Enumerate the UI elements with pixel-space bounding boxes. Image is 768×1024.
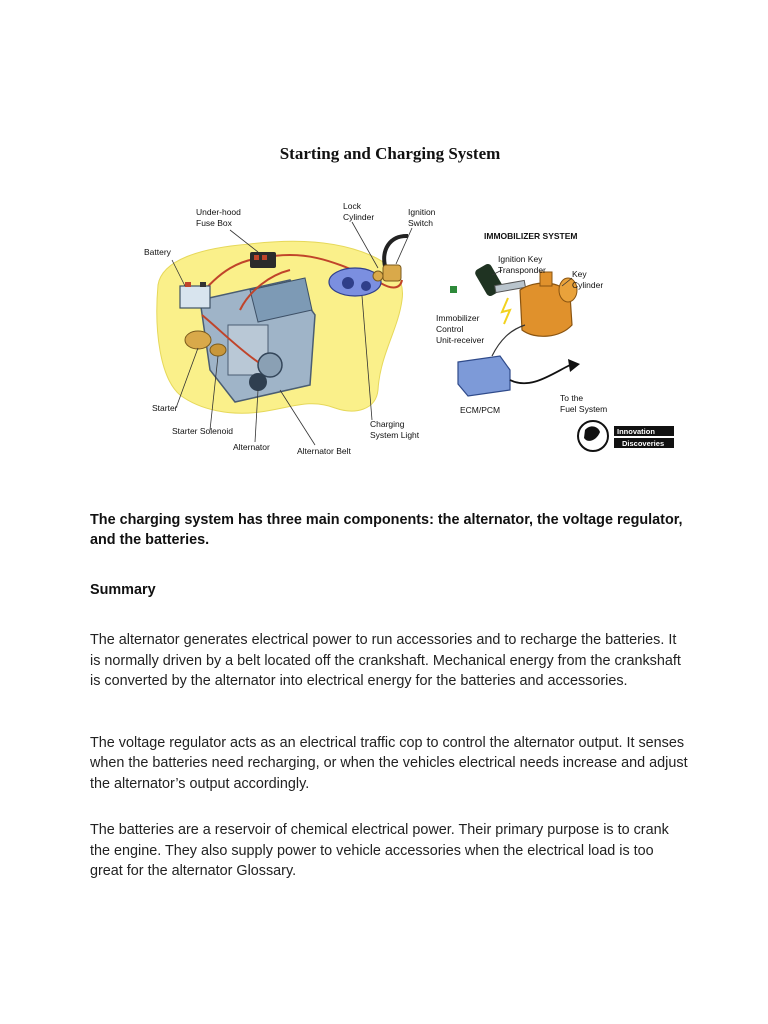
dashboard-cluster-icon [329, 268, 381, 296]
svg-text:Innovation: Innovation [617, 427, 655, 436]
paragraph-voltage-regulator: The voltage regulator acts as an electrical traffic cop to control the alternator output. It senses when the batteries need recharging, or when the vehicles electrical needs increase and adjust the alternator’s output accordingly. [90, 734, 688, 792]
label-unit-receiver: Unit-receiver [436, 335, 485, 345]
ecm-pcm-icon [458, 356, 510, 396]
label-immobilizer: Immobilizer [436, 313, 480, 323]
fuel-system-arrow [510, 365, 570, 383]
diagram-title: Starting and Charging System [279, 144, 501, 163]
label-switch: Switch [408, 218, 434, 228]
label-fuse-box: Fuse Box [196, 218, 232, 228]
label-ignition: Ignition [408, 207, 436, 217]
label-system-light: System Light [370, 430, 420, 440]
paragraph-alternator: The alternator generates electrical power to run accessories and to recharge the batteries. It is normally driven by a belt located off the crankshaft. Mechanical energy from the crankshaft is converted by the alternator into electrical energy for the batteries and accessories. [90, 632, 681, 689]
key-cylinder-icon [520, 272, 577, 336]
summary-heading: Summary [90, 582, 156, 598]
label-alternator-belt: Alternator Belt [297, 446, 351, 456]
lead-statement: The charging system has three main components: the alternator, the voltage regulator, and the batteries. [90, 512, 683, 548]
label-lock-cylinder: Cylinder [343, 212, 375, 222]
ignition-switch-icon [373, 236, 408, 281]
label-charging: Charging [370, 419, 405, 429]
ecm-wire [492, 325, 525, 356]
label-under-hood: Under-hood [196, 207, 241, 217]
spark-icon [502, 298, 510, 324]
innovation-discoveries-logo [578, 421, 674, 451]
label-battery: Battery [144, 247, 171, 257]
label-starter: Starter [152, 403, 178, 413]
label-alternator: Alternator [233, 442, 270, 452]
label-transponder: Transponder [498, 265, 546, 275]
alternator-icon [249, 373, 267, 391]
label-starter-solenoid: Starter Solenoid [172, 426, 233, 436]
diagram-illustration [140, 140, 680, 460]
label-ignition-key: Ignition Key [498, 254, 543, 264]
label-key: Key [572, 269, 587, 279]
label-to-the: To the [560, 393, 584, 403]
battery-icon [180, 282, 210, 308]
label-lock: Lock [343, 201, 361, 211]
label-control: Control [436, 324, 464, 334]
label-fuel-system: Fuel System [560, 404, 608, 414]
document-body [90, 510, 690, 882]
starter-icon [185, 331, 211, 349]
label-immobilizer-system: IMMOBILIZER SYSTEM [484, 231, 578, 241]
label-key-cylinder: Cylinder [572, 280, 604, 290]
svg-text:Discoveries: Discoveries [622, 439, 665, 448]
starting-charging-diagram [140, 140, 680, 460]
paragraph-batteries: The batteries are a reservoir of chemical electrical power. Their primary purpose is to crank the engine. They also supply power to vehicle accessories when the electrical load is too great for the alternator Glossary. [90, 822, 669, 879]
fuse-box-icon [250, 252, 276, 268]
label-ecm-pcm: ECM/PCM [460, 405, 501, 415]
starter-solenoid-icon [210, 344, 226, 356]
